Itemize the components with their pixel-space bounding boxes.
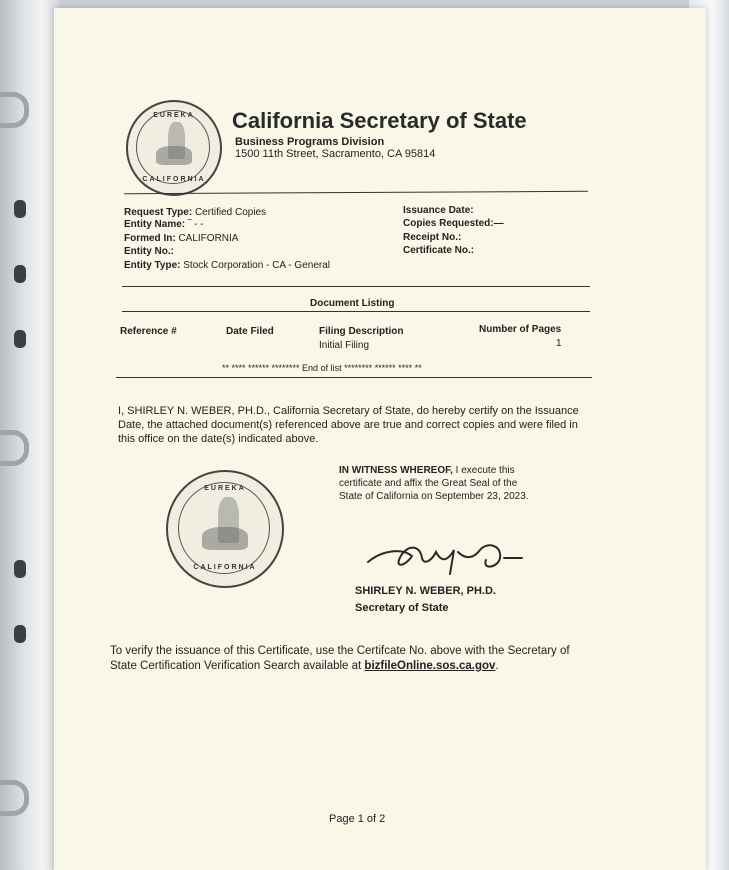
- great-seal-icon: [166, 470, 284, 588]
- formed-in: Formed In: CALIFORNIA: [124, 233, 239, 244]
- column-filing-description: Filing Description: [319, 326, 404, 337]
- column-reference: Reference #: [120, 326, 177, 337]
- seal-bottom-text: CALIFORNIA: [142, 176, 206, 183]
- issuance-date: Issuance Date:: [403, 205, 474, 216]
- divider: [122, 286, 590, 287]
- seal-motto: EUREKA: [204, 485, 246, 492]
- binder-ring: [0, 92, 29, 128]
- column-number-of-pages: Number of Pages: [479, 324, 562, 335]
- end-of-list-marker: ** **** ****** ******** End of list ******** ****** **** **: [222, 363, 422, 373]
- row-filing-description: Initial Filing: [319, 340, 370, 351]
- copies-requested: Copies Requested:—: [403, 218, 504, 229]
- page-number: Page 1 of 2: [329, 813, 386, 825]
- punch-hole: [14, 560, 26, 578]
- binder-ring: [0, 780, 29, 816]
- certificate-number: Certificate No.:: [403, 245, 475, 256]
- witness-statement: IN WITNESS WHEREOF, I execute this certificate and affix the Great Seal of the State of California on September 23, 2023.: [339, 465, 529, 502]
- divider: [122, 311, 590, 312]
- great-seal-icon: [126, 100, 222, 196]
- punch-hole: [14, 330, 26, 348]
- address: 1500 11th Street, Sacramento, CA 95814: [235, 148, 436, 160]
- punch-hole: [14, 625, 26, 643]
- certificate-page: [54, 8, 706, 870]
- entity-number: Entity No.:: [124, 246, 174, 257]
- punch-hole: [14, 200, 26, 218]
- page-title: California Secretary of State: [232, 108, 527, 133]
- verification-note: To verify the issuance of this Certificate, use the Certifcate No. above with the Secretary of State Certification Verification Search available at bizfileOnline.sos.ca.gov.: [110, 645, 570, 672]
- binder-ring: [0, 430, 29, 466]
- document-listing-heading: Document Listing: [310, 298, 395, 309]
- signatory-title: Secretary of State: [355, 602, 449, 614]
- row-number-of-pages: 1: [556, 338, 562, 349]
- receipt-number: Receipt No.:: [403, 232, 462, 243]
- binder-sheet-protector-left: [0, 0, 60, 870]
- seal-bottom-text: CALIFORNIA: [193, 564, 257, 571]
- entity-name: Entity Name: ‾ ‐ ‐: [124, 219, 204, 230]
- seal-motto: EUREKA: [153, 112, 195, 119]
- request-type: Request Type: Certified Copies: [124, 207, 267, 218]
- signatory-name: SHIRLEY N. WEBER, PH.D.: [355, 585, 496, 597]
- entity-type: Entity Type: Stock Corporation - CA - General: [124, 260, 330, 271]
- verification-link[interactable]: bizfileOnline.sos.ca.gov: [364, 660, 496, 672]
- column-date-filed: Date Filed: [226, 326, 274, 337]
- divider: [116, 377, 592, 378]
- division-name: Business Programs Division: [235, 136, 385, 148]
- certification-statement: I, SHIRLEY N. WEBER, PH.D., California Secretary of State, do hereby certify on the Issuance Date, the attached document(s) referenced above are true and correct copies and were filed in this office on the date(s) indicated above.: [118, 405, 579, 445]
- signature: [362, 530, 532, 580]
- punch-hole: [14, 265, 26, 283]
